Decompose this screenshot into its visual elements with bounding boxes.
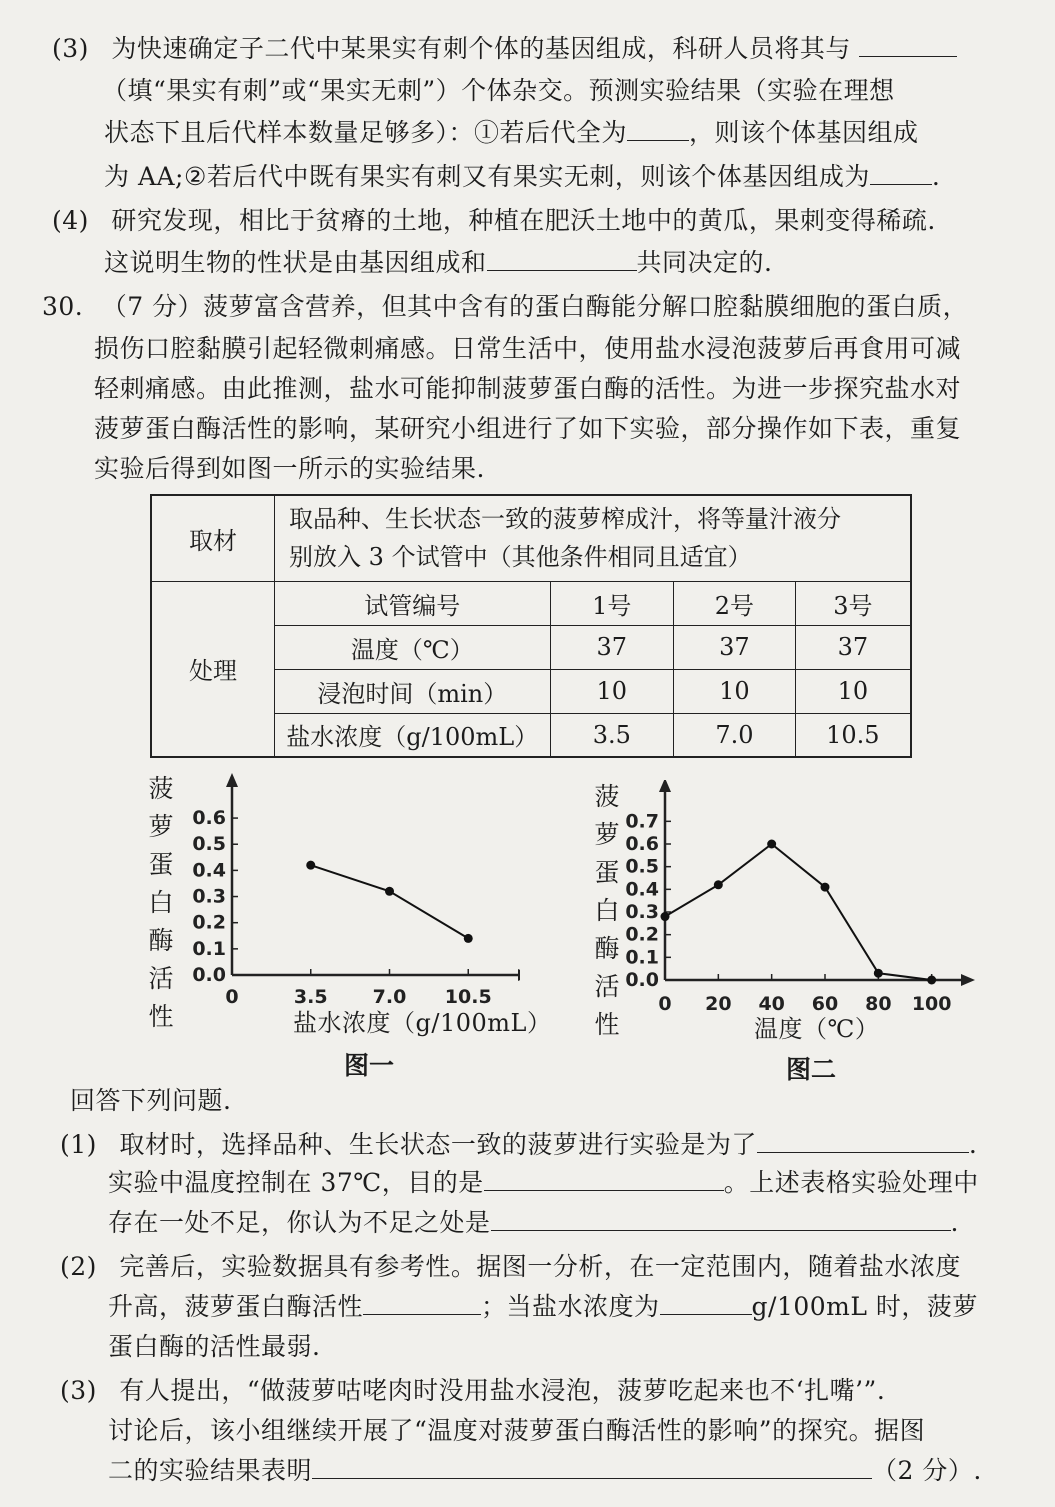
sub2-line3: 蛋白酶的活性最弱. (108, 1332, 321, 1361)
sub2-text: g/100mL 时，菠萝 (751, 1292, 978, 1321)
data-point (714, 880, 723, 889)
q3-text: ，则该个体基因组成 (689, 118, 919, 147)
q3-text: 为 AA;②若后代中既有果实有刺又有果实无刺，则该个体基因组成为 (104, 162, 870, 191)
material-label: 取材 (151, 495, 275, 581)
sub1-number: (1) (60, 1130, 97, 1159)
material-description (275, 495, 911, 581)
x-tick-label: 100 (911, 993, 952, 1015)
chart1-caption: 图一 (344, 1051, 395, 1080)
ylabel-char: 酶 (148, 926, 174, 955)
ylabel-char: 蛋 (148, 850, 174, 879)
answer-intro: 回答下列问题. (70, 1086, 232, 1115)
y-axis-arrow (659, 780, 671, 792)
sub1-text: . (968, 1130, 978, 1159)
x-tick-label: 10.5 (444, 986, 492, 1008)
table-header-cell: 1号 (550, 581, 674, 625)
data-point (927, 976, 936, 985)
table-header-cell: 3号 (795, 581, 911, 625)
series-line (665, 844, 932, 980)
sub2-text: ；当盐水浓度为 (481, 1292, 660, 1321)
x-tick-label: 7.0 (372, 986, 407, 1008)
q3-line1 (52, 32, 957, 66)
sub1-text: 实验中温度控制在 37℃，目的是 (108, 1168, 484, 1197)
y-tick-label: 0.6 (192, 807, 226, 830)
table-cell: 37 (550, 625, 674, 669)
answer-blank[interactable] (484, 1166, 724, 1191)
q3-text: 状态下且后代样本数量足够多）：①若后代全为 (104, 118, 628, 147)
data-point (874, 969, 883, 978)
q3-line2: （填“果实有刺”或“果实无刺”）个体杂交。预测实验结果（实验在理想 (102, 76, 895, 105)
ylabel-char: 性 (148, 1002, 174, 1031)
data-point (464, 934, 473, 943)
y-tick-label: 0.4 (192, 859, 226, 882)
x-tick-label: 3.5 (293, 986, 328, 1008)
table-cell: 37 (795, 625, 911, 669)
sub1-text: 取材时，选择品种、生长状态一致的菠萝进行实验是为了 (119, 1130, 757, 1159)
answer-blank[interactable] (312, 1454, 872, 1479)
q4-number: (4) (52, 206, 89, 235)
y-tick-label: 0.6 (625, 833, 659, 855)
sub3-text: 有人提出，“做菠萝咕咾肉时没用盐水浸泡，菠萝吃起来也不‘扎嘴’”. (119, 1376, 886, 1405)
sub1-line2 (108, 1166, 979, 1200)
sub3-number: (3) (60, 1376, 97, 1405)
ylabel-char: 活 (148, 964, 174, 993)
sub3-text: 二的实验结果表明 (108, 1456, 313, 1485)
q4-line1 (52, 204, 936, 238)
y-tick-label: 0.2 (192, 911, 226, 934)
y-tick-label: 0.7 (625, 810, 659, 833)
q30-line3: 轻刺痛感。由此推测，盐水可能抑制菠萝蛋白酶的活性。为进一步探究盐水对 (94, 374, 962, 403)
q30-text: （7 分）菠萝富含营养，但其中含有的蛋白酶能分解口腔黏膜细胞的蛋白质， (101, 292, 969, 321)
sub3-line1 (60, 1374, 885, 1408)
table-cell: 7.0 (674, 713, 796, 757)
q3-line4 (104, 160, 940, 194)
ylabel-char: 萝 (148, 812, 174, 841)
table-header-cell: 试管编号 (275, 581, 550, 625)
sub3-line2: 讨论后，该小组继续开展了“温度对菠萝蛋白酶活性的影响”的探究。据图 (108, 1416, 926, 1445)
x-tick-label: 0 (225, 986, 239, 1008)
x-tick-label: 0 (658, 993, 672, 1015)
chart1-svg (170, 770, 520, 1040)
q3-line3 (104, 116, 919, 150)
chart2-xlabel: 温度（℃） (754, 1015, 880, 1043)
y-tick-label: 0.3 (625, 901, 659, 923)
q30-number: 30. (42, 292, 84, 321)
sub2-text: 升高，菠萝蛋白酶活性 (108, 1292, 364, 1321)
y-tick-label: 0.0 (192, 964, 226, 986)
material-text: 取品种、生长状态一致的菠萝榨成汁，将等量汁液分 (289, 505, 842, 534)
y-axis-arrow (226, 773, 238, 787)
q30-line4: 菠萝蛋白酶活性的影响，某研究小组进行了如下实验，部分操作如下表，重复 (94, 414, 962, 443)
series-line (311, 865, 469, 938)
y-tick-label: 0.5 (625, 855, 659, 878)
table-header-cell: 2号 (674, 581, 796, 625)
q3-text: 为快速确定子二代中某果实有刺个体的基因组成，科研人员将其与 (111, 34, 851, 63)
x-tick-label: 60 (811, 993, 839, 1015)
q30-line5: 实验后得到如图一所示的实验结果. (94, 454, 485, 483)
answer-blank[interactable] (757, 1128, 969, 1153)
table-cell: 浸泡时间（min） (275, 669, 550, 713)
q4-text: 研究发现，相比于贫瘠的土地，种植在肥沃土地中的黄瓜，果刺变得稀疏. (111, 206, 936, 235)
data-point (306, 861, 315, 870)
q4-text: 这说明生物的性状是由基因组成和 (104, 248, 487, 277)
sub2-line1 (60, 1250, 961, 1284)
data-point (385, 887, 394, 896)
y-tick-label: 0.4 (625, 878, 659, 901)
material-text: 别放入 3 个试管中（其他条件相同且适宜） (289, 543, 752, 572)
y-tick-label: 0.1 (625, 946, 659, 969)
q3-text: . (931, 162, 941, 191)
x-tick-label: 40 (758, 993, 785, 1015)
table-cell: 盐水浓度（g/100mL） (275, 713, 550, 757)
x-axis-arrow (518, 969, 520, 981)
answer-blank[interactable] (487, 246, 637, 271)
table-cell: 10 (674, 669, 796, 713)
answer-blank[interactable] (363, 1290, 481, 1315)
data-point (821, 883, 830, 892)
ylabel-char: 白 (148, 888, 174, 917)
ylabel-char: 菠 (148, 774, 174, 803)
y-tick-label: 0.2 (625, 923, 659, 946)
chart2-svg (615, 780, 975, 1040)
ylabel-char: 活 (594, 972, 620, 1001)
q30-line1 (42, 290, 968, 324)
x-tick-label: 20 (705, 993, 732, 1015)
sub1-line1 (60, 1128, 977, 1162)
table-cell: 10 (550, 669, 674, 713)
x-axis-arrow (961, 974, 975, 986)
ylabel-char: 菠 (594, 782, 620, 811)
answer-blank[interactable] (660, 1290, 752, 1315)
y-tick-label: 0.1 (192, 937, 226, 960)
table-cell: 3.5 (550, 713, 674, 757)
table-cell: 10.5 (795, 713, 911, 757)
chart1-xlabel: 盐水浓度（g/100mL） (293, 1009, 552, 1037)
data-point (661, 912, 670, 921)
answer-blank[interactable] (859, 32, 957, 57)
y-tick-label: 0.3 (192, 885, 226, 908)
q30-line2: 损伤口腔黏膜引起轻微刺痛感。日常生活中，使用盐水浸泡菠萝后再食用可减 (94, 334, 962, 363)
x-tick-label: 80 (865, 993, 892, 1015)
sub1-line3 (108, 1206, 959, 1240)
sub1-text: 存在一处不足，你认为不足之处是 (108, 1208, 491, 1237)
ylabel-char: 白 (594, 896, 620, 925)
sub1-text: 。上述表格实验处理中 (723, 1168, 979, 1197)
y-tick-label: 0.0 (625, 969, 659, 991)
q4-line2 (104, 246, 772, 280)
q4-text: 共同决定的. (636, 248, 773, 277)
ylabel-char: 性 (594, 1010, 620, 1039)
experiment-table (150, 494, 912, 758)
answer-blank[interactable] (870, 160, 932, 185)
sub2-text: 完善后，实验数据具有参考性。据图一分析，在一定范围内，随着盐水浓度 (119, 1252, 961, 1281)
sub3-text: （2 分）. (872, 1456, 982, 1485)
answer-blank[interactable] (491, 1206, 951, 1231)
table-cell: 温度（℃） (275, 625, 550, 669)
table-cell: 37 (674, 625, 796, 669)
process-label: 处理 (151, 581, 275, 757)
sub2-line2 (108, 1290, 978, 1324)
chart2-caption: 图二 (786, 1055, 837, 1084)
sub2-number: (2) (60, 1252, 97, 1281)
sub3-line3 (108, 1454, 982, 1488)
sub1-text: . (950, 1208, 959, 1237)
ylabel-char: 酶 (594, 934, 620, 963)
data-point (767, 840, 776, 849)
q3-number: (3) (52, 34, 89, 63)
answer-blank[interactable] (627, 116, 689, 141)
ylabel-char: 萝 (594, 820, 620, 849)
table-cell: 10 (795, 669, 911, 713)
ylabel-char: 蛋 (594, 858, 620, 887)
y-tick-label: 0.5 (192, 833, 226, 856)
